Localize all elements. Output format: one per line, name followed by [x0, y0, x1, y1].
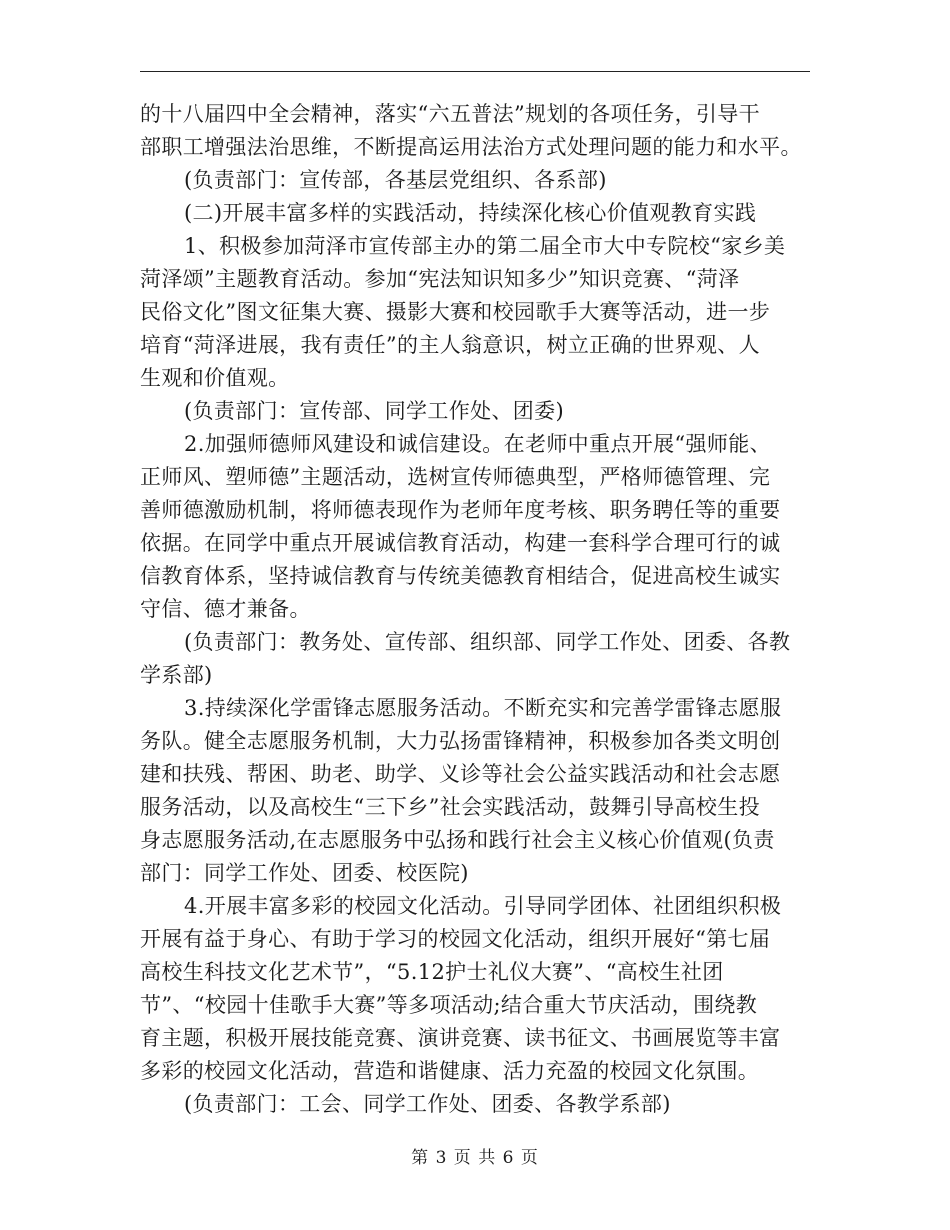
text-line: 民俗文化”图文征集大赛、摄影大赛和校园歌手大赛等活动，进一步 — [140, 300, 771, 324]
text-line: 菏泽颂”主题教育活动。参加“宪法知识知多少”知识竞赛、“菏泽 — [140, 267, 740, 291]
text-line: 守信、德才兼备。 — [140, 597, 311, 621]
text-line: (负责部门：教务处、宣传部、组织部、同学工作处、团委、各教 — [184, 630, 791, 654]
text-line: 建和扶残、帮困、助老、助学、义诊等社会公益实践活动和社会志愿 — [140, 762, 781, 786]
text-line: 高校生科技文化艺术节”，“5.12护士礼仪大赛”、“高校生社团 — [140, 960, 724, 984]
text-line: 2.加强师德师风建设和诚信建设。在老师中重点开展“强师能、 — [184, 432, 771, 456]
footer-total-pages: 6 — [502, 1148, 515, 1168]
footer-total-word: 共 — [478, 1148, 497, 1168]
text-line: 4.开展丰富多彩的校园文化活动。引导同学团体、社团组织积极 — [184, 894, 782, 918]
text-line: 正师风、塑师德”主题活动，选树宣传师德典型，严格师德管理、完 — [140, 465, 771, 489]
text-line: (负责部门：工会、同学工作处、团委、各教学系部) — [184, 1092, 671, 1116]
text-line: 务队。健全志愿服务机制，大力弘扬雷锋精神，积极参加各类文明创 — [140, 729, 781, 753]
text-line: 开展有益于身心、有助于学习的校园文化活动，组织开展好“第七届 — [140, 927, 771, 951]
text-line: (负责部门：宣传部，各基层党组织、各系部) — [184, 168, 607, 192]
text-line: 信教育体系，坚持诚信教育与传统美德教育相结合，促进高校生诚实 — [140, 564, 781, 588]
text-line: 育主题，积极开展技能竞赛、演讲竞赛、读书征文、书画展览等丰富 — [140, 1026, 781, 1050]
text-line: 生观和价值观。 — [140, 366, 290, 390]
footer-page-word: 页 — [453, 1148, 472, 1168]
page-footer — [0, 1146, 950, 1170]
text-line: 部职工增强法治思维，不断提高运用法治方式处理问题的能力和水平。 — [140, 135, 802, 159]
text-line: 的十八届四中全会精神，落实“六五普法”规划的各项任务，引导干 — [140, 102, 760, 126]
text-line: 部门：同学工作处、团委、校医院) — [140, 861, 469, 885]
document-body — [140, 98, 812, 1121]
text-line: 培育“菏泽进展，我有责任”的主人翁意识，树立正确的世界观、人 — [140, 333, 760, 357]
text-line: 学系部) — [140, 663, 213, 687]
header-rule — [140, 71, 810, 72]
footer-prefix: 第 — [411, 1148, 430, 1168]
text-line: 服务活动，以及高校生“三下乡”社会实践活动，鼓舞引导高校生投 — [140, 795, 760, 819]
footer-current-page: 3 — [435, 1148, 448, 1168]
text-line: 依据。在同学中重点开展诚信教育活动，构建一套科学合理可行的诚 — [140, 531, 781, 555]
text-line: 1、积极参加菏泽市宣传部主办的第二届全市大中专院校“家乡美 — [184, 234, 786, 258]
text-line: 善师德激励机制，将师德表现作为老师年度考核、职务聘任等的重要 — [140, 498, 781, 522]
text-line: 3.持续深化学雷锋志愿服务活动。不断充实和完善学雷锋志愿服 — [184, 696, 782, 720]
text-line: (二)开展丰富多样的实践活动，持续深化核心价值观教育实践 — [184, 201, 757, 225]
text-line: 节”、“校园十佳歌手大赛”等多项活动;结合重大节庆活动，围绕教 — [140, 993, 758, 1017]
text-line: 多彩的校园文化活动，营造和谐健康、活力充盈的校园文化氛围。 — [140, 1059, 760, 1083]
text-line: (负责部门：宣传部、同学工作处、团委) — [184, 399, 565, 423]
footer-suffix: 页 — [520, 1148, 539, 1168]
text-line: 身志愿服务活动,在志愿服务中弘扬和践行社会主义核心价值观(负责 — [140, 828, 775, 852]
